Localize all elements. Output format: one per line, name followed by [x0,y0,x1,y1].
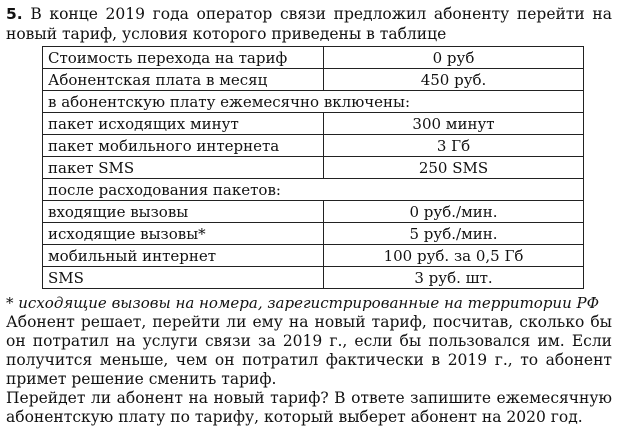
problem-intro [6,4,612,44]
table-cell-value: 450 руб. [324,69,584,91]
table-cell-label: мобильный интернет [43,245,324,267]
table-row [43,157,584,179]
table-section-header: после расходования пакетов: [43,179,584,201]
problem-number: 5. [6,5,23,23]
table-row [43,47,584,69]
table-cell-label: Стоимость перехода на тариф [43,47,324,69]
table-cell-value: 300 минут [324,113,584,135]
tariff-table [42,46,584,289]
table-section-header-row [43,179,584,201]
paragraph-question: Перейдет ли абонент на новый тариф? В ответе запишите ежемесячную абонентскую плату по тарифу, который выберет абонент на 2020 год. [6,389,612,426]
table-cell-label: SMS [43,267,324,289]
table-cell-label: Абонентская плата в месяц [43,69,324,91]
table-cell-label: исходящие вызовы* [43,223,324,245]
table-cell-value: 100 руб. за 0,5 Гб [324,245,584,267]
table-row [43,201,584,223]
footnote: * исходящие вызовы на номера, зарегистрированные на территории РФ [6,294,600,312]
problem-intro-text: В конце 2019 года оператор связи предложил абоненту перейти на новый тариф, условия которого приведены в таблице [6,5,612,43]
table-row [43,135,584,157]
table-cell-value: 250 SMS [324,157,584,179]
table-cell-label: пакет исходящих минут [43,113,324,135]
table-section-header: в абонентскую плату ежемесячно включены: [43,91,584,113]
paragraph-condition: Абонент решает, перейти ли ему на новый тариф, посчитав, сколько бы он потратил на услуги связи за 2019 г., если бы пользовался им. Если получится меньше, чем он потратил фактически в 2019 г., то абонент примет решение сменить тариф. [6,313,612,388]
table-row [43,113,584,135]
table-cell-label: пакет SMS [43,157,324,179]
table-row [43,69,584,91]
table-cell-value: 3 Гб [324,135,584,157]
table-cell-value: 3 руб. шт. [324,267,584,289]
table-cell-value: 0 руб [324,47,584,69]
table-row [43,267,584,289]
table-row [43,223,584,245]
table-cell-label: пакет мобильного интернета [43,135,324,157]
table-cell-value: 5 руб./мин. [324,223,584,245]
table-cell-label: входящие вызовы [43,201,324,223]
table-row [43,245,584,267]
problem-page [6,4,612,427]
table-section-header-row [43,91,584,113]
table-cell-value: 0 руб./мин. [324,201,584,223]
